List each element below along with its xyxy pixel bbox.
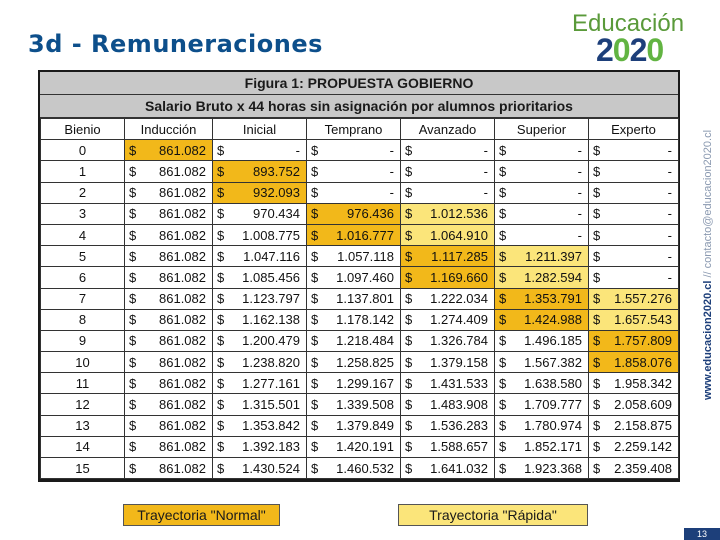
salary-cell: $ 1.641.032	[401, 458, 495, 479]
table-row	[41, 288, 679, 309]
salary-cell: $ 2.058.609	[589, 394, 679, 415]
salary-cell: $ 1.326.784	[401, 330, 495, 351]
salary-cell: $ 861.082	[125, 182, 213, 203]
salary-cell: $ 1.588.657	[401, 436, 495, 457]
column-header-bienio: Bienio	[41, 119, 125, 140]
salary-cell: $ 1.709.777	[495, 394, 589, 415]
salary-cell: $ -	[589, 140, 679, 161]
table-row	[41, 161, 679, 182]
slide-title: 3d - Remuneraciones	[28, 30, 323, 58]
salary-cell: $ 1.923.368	[495, 458, 589, 479]
table-row	[41, 330, 679, 351]
legend-normal-trajectory: Trayectoria "Normal"	[123, 504, 280, 526]
salary-cell: $ -	[307, 140, 401, 161]
salary-cell: $ 1.211.397	[495, 246, 589, 267]
salary-cell: $ 1.282.594	[495, 267, 589, 288]
salary-cell: $ 1.274.409	[401, 309, 495, 330]
salary-cell: $ -	[589, 203, 679, 224]
salary-cell: $ 861.082	[125, 415, 213, 436]
educacion-2020-logo	[570, 6, 710, 68]
column-header-avanzado: Avanzado	[401, 119, 495, 140]
table-subtitle: Salario Bruto x 44 horas sin asignación por alumnos prioritarios	[40, 95, 678, 118]
salary-cell: $ 1.424.988	[495, 309, 589, 330]
salary-cell: $ 1.958.342	[589, 373, 679, 394]
salary-cell: $ 932.093	[213, 182, 307, 203]
logo-word: Educación	[572, 10, 685, 37]
table-body	[41, 140, 679, 479]
salary-cell: $ 1.557.276	[589, 288, 679, 309]
column-header-superior: Superior	[495, 119, 589, 140]
salary-cell: $ -	[307, 182, 401, 203]
table-row	[41, 394, 679, 415]
salary-cell: $ 976.436	[307, 203, 401, 224]
bienio-cell: 5	[41, 246, 125, 267]
header-row	[41, 119, 679, 140]
salary-cell: $ 1.162.138	[213, 309, 307, 330]
salary-cell: $ 2.259.142	[589, 436, 679, 457]
bienio-cell: 6	[41, 267, 125, 288]
salary-cell: $ 1.047.116	[213, 246, 307, 267]
salary-cell: $ -	[589, 246, 679, 267]
bienio-cell: 4	[41, 224, 125, 245]
bienio-cell: 7	[41, 288, 125, 309]
salary-cell: $ 861.082	[125, 373, 213, 394]
bienio-cell: 12	[41, 394, 125, 415]
bienio-cell: 15	[41, 458, 125, 479]
legend-fast-trajectory: Trayectoria "Rápida"	[398, 504, 588, 526]
table-row	[41, 246, 679, 267]
table-row	[41, 267, 679, 288]
website-link[interactable]: www.educacion2020.cl	[702, 280, 714, 400]
salary-cell: $ 1.200.479	[213, 330, 307, 351]
bienio-cell: 3	[41, 203, 125, 224]
salary-cell: $ 1.431.533	[401, 373, 495, 394]
bienio-cell: 9	[41, 330, 125, 351]
bienio-cell: 14	[41, 436, 125, 457]
salary-cell: $ 1.757.809	[589, 330, 679, 351]
table-row	[41, 140, 679, 161]
salary-cell: $ 1.353.842	[213, 415, 307, 436]
salary-cell: $ -	[589, 267, 679, 288]
table-row	[41, 373, 679, 394]
salary-cell: $ 1.008.775	[213, 224, 307, 245]
salary-cell: $ -	[401, 161, 495, 182]
salary-cell: $ 1.858.076	[589, 352, 679, 373]
salary-cell: $ 861.082	[125, 140, 213, 161]
salary-cell: $ -	[495, 182, 589, 203]
bienio-cell: 10	[41, 352, 125, 373]
salary-cell: $ -	[401, 140, 495, 161]
salary-cell: $ 1.657.543	[589, 309, 679, 330]
salary-cell: $ -	[589, 224, 679, 245]
bienio-cell: 13	[41, 415, 125, 436]
bienio-cell: 1	[41, 161, 125, 182]
salary-cell: $ 1.178.142	[307, 309, 401, 330]
salary-cell: $ 1.258.825	[307, 352, 401, 373]
bienio-cell: 2	[41, 182, 125, 203]
salary-cell: $ 1.222.034	[401, 288, 495, 309]
salary-cell: $ 1.496.185	[495, 330, 589, 351]
salary-cell: $ 861.082	[125, 436, 213, 457]
salary-cell: $ 1.117.285	[401, 246, 495, 267]
salary-cell: $ 1.353.791	[495, 288, 589, 309]
salary-cell: $ -	[307, 161, 401, 182]
table-row	[41, 224, 679, 245]
salary-cell: $ 1.420.191	[307, 436, 401, 457]
salary-cell: $ 861.082	[125, 161, 213, 182]
salary-cell: $ 861.082	[125, 203, 213, 224]
contact-email[interactable]: contacto@educacion2020.cl	[702, 129, 714, 269]
table-row	[41, 415, 679, 436]
bienio-cell: 0	[41, 140, 125, 161]
salary-cell: $ 2.359.408	[589, 458, 679, 479]
salary-cell: $ -	[495, 161, 589, 182]
salary-cell: $ 1.277.161	[213, 373, 307, 394]
salary-cell: $ 1.057.118	[307, 246, 401, 267]
salary-cell: $ 1.339.508	[307, 394, 401, 415]
salary-cell: $ 1.123.797	[213, 288, 307, 309]
salary-cell: $ -	[495, 224, 589, 245]
figure-title: Figura 1: PROPUESTA GOBIERNO	[40, 72, 678, 95]
side-url: www.educacion2020.cl // contacto@educacion2020.cl	[702, 129, 714, 400]
salary-cell: $ 1.218.484	[307, 330, 401, 351]
salary-cell: $ 861.082	[125, 309, 213, 330]
salary-cell: $ 893.752	[213, 161, 307, 182]
salary-cell: $ 1.012.536	[401, 203, 495, 224]
salary-cell: $ 1.780.974	[495, 415, 589, 436]
salary-cell: $ 1.379.849	[307, 415, 401, 436]
column-header-inicial: Inicial	[213, 119, 307, 140]
salary-cell: $ 861.082	[125, 394, 213, 415]
column-header-inducción: Inducción	[125, 119, 213, 140]
salary-cell: $ 861.082	[125, 246, 213, 267]
salary-cell: $ 861.082	[125, 458, 213, 479]
table-row	[41, 436, 679, 457]
salary-cell: $ -	[589, 182, 679, 203]
salary-cell: $ 1.097.460	[307, 267, 401, 288]
table-row	[41, 352, 679, 373]
table-row	[41, 458, 679, 479]
salary-cell: $ 1.460.532	[307, 458, 401, 479]
salary-cell: $ 2.158.875	[589, 415, 679, 436]
column-header-temprano: Temprano	[307, 119, 401, 140]
salary-cell: $ 1.483.908	[401, 394, 495, 415]
salary-cell: $ 861.082	[125, 288, 213, 309]
salary-cell: $ 1.064.910	[401, 224, 495, 245]
salary-cell: $ 1.430.524	[213, 458, 307, 479]
salary-cell: $ 1.536.283	[401, 415, 495, 436]
salary-cell: $ 1.085.456	[213, 267, 307, 288]
salary-cell: $ -	[589, 161, 679, 182]
salary-cell: $ -	[495, 203, 589, 224]
salary-cell: $ 1.299.167	[307, 373, 401, 394]
salary-cell: $ 861.082	[125, 224, 213, 245]
salary-cell: $ 1.379.158	[401, 352, 495, 373]
salary-cell: $ -	[495, 140, 589, 161]
salary-cell: $ -	[213, 140, 307, 161]
salary-cell: $ 1.852.171	[495, 436, 589, 457]
salary-cell: $ 1.169.660	[401, 267, 495, 288]
salary-cell: $ 1.315.501	[213, 394, 307, 415]
salary-cell: $ 861.082	[125, 330, 213, 351]
salary-grid	[40, 118, 679, 479]
salary-cell: $ 1.016.777	[307, 224, 401, 245]
table-row	[41, 203, 679, 224]
salary-cell: $ 1.567.382	[495, 352, 589, 373]
salary-cell: $ 1.638.580	[495, 373, 589, 394]
page-number: 13	[684, 528, 720, 540]
salary-cell: $ -	[401, 182, 495, 203]
column-header-experto: Experto	[589, 119, 679, 140]
bienio-cell: 8	[41, 309, 125, 330]
salary-cell: $ 1.238.820	[213, 352, 307, 373]
table-row	[41, 182, 679, 203]
salary-cell: $ 970.434	[213, 203, 307, 224]
salary-cell: $ 861.082	[125, 352, 213, 373]
table-row	[41, 309, 679, 330]
salary-cell: $ 861.082	[125, 267, 213, 288]
salary-table	[38, 70, 680, 482]
salary-cell: $ 1.137.801	[307, 288, 401, 309]
salary-cell: $ 1.392.183	[213, 436, 307, 457]
bienio-cell: 11	[41, 373, 125, 394]
logo-year: 2020	[596, 32, 664, 68]
